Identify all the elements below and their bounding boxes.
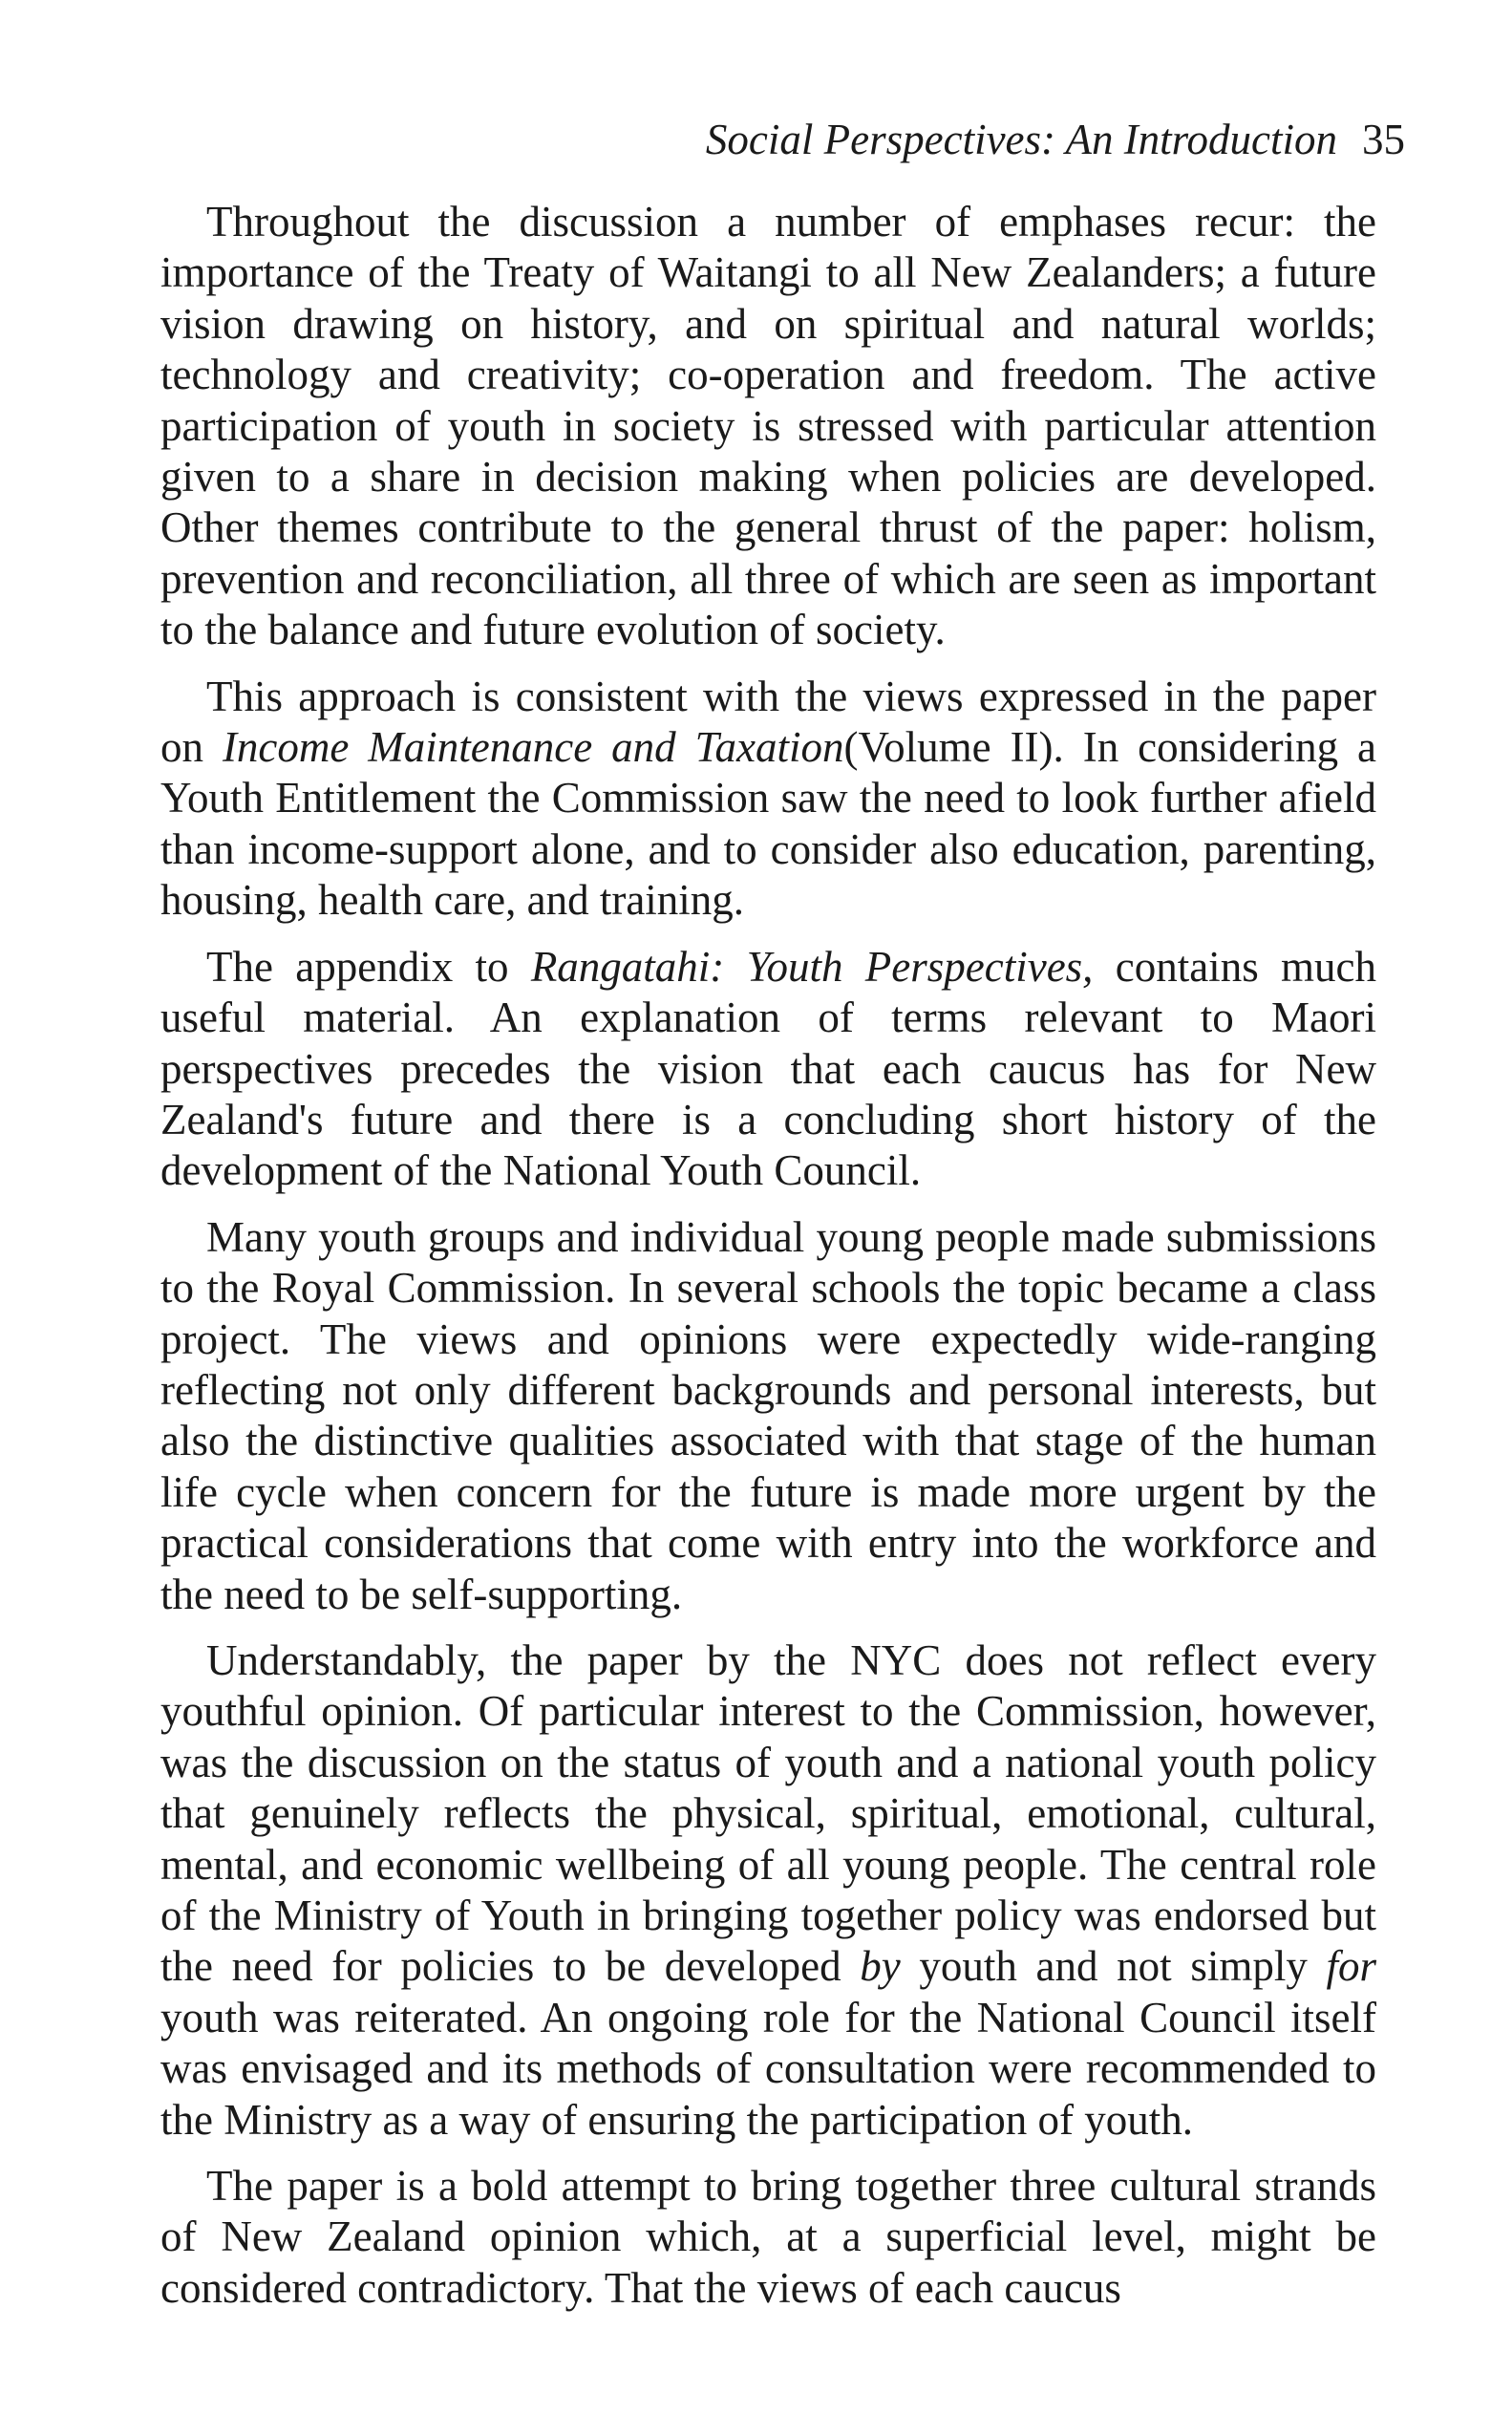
paragraph-4 [160,1212,1376,1620]
page-number: 35 [1362,116,1405,163]
paragraph-4-text: Many youth groups and individual young people made submissions to the Royal Commission. In several schools the topic became a class project. The views and opinions were expectedly wide-ranging reflecting not only different backgrounds and personal interests, but also the distinctive qualities associated with that stage of the human life cycle when concern for the future is made more urgent by the practical considerations that come with entry into the workforce and the need to be self-supporting. [160,1212,1376,1618]
paragraph-1-text: Throughout the discussion a number of emphases recur: the importance of the Treaty of Waitangi to all New Zealanders; a future vision drawing on history, and on spiritual and natural worlds; technology and creativity; co-operation and freedom. The active participation of youth in society is stressed with particular attention given to a share in decision making when policies are developed. Other themes contribute to the general thrust of the paper: holism, prevention and reconciliation, all three of which are seen as important to the balance and future evolution of society. [160,198,1376,654]
paragraph-1 [160,197,1376,656]
paragraph-2-title-italic: Income Maintenance and Taxation [222,723,844,772]
body-text [160,197,1376,2329]
paragraph-5-emphasis-for: for [1326,1942,1377,1991]
paragraph-5-text-middle: youth and not simply [900,1942,1327,1991]
paragraph-5-text-end: youth was reiterated. An ongoing role for the National Council itself was envisaged and its methods of consultation were recommended to the Ministry as a way of ensuring the participation of youth. [160,1993,1376,2144]
running-title: Social Perspectives: An Introduction [705,116,1337,163]
paragraph-2-text-start: This approach is consistent with the views expressed in the paper on [160,672,1376,772]
paragraph-3-text-start: The appendix to [206,942,531,991]
paragraph-3-title-italic: Rangatahi: Youth Perspectives, [530,942,1094,991]
paragraph-5-emphasis-by: by [860,1942,901,1991]
paragraph-5-text-start: Understandably, the paper by the NYC does not reflect every youthful opinion. Of particular interest to the Commission, however, was the discussion on the status of youth and a national youth policy that genuinely reflects the physical, spiritual, emotional, cultural, mental, and economic wellbeing of all young people. The central role of the Ministry of Youth in bringing together policy was endorsed but the need for policies to be developed [160,1635,1376,1991]
paragraph-6-text: The paper is a bold attempt to bring together three cultural strands of New Zealand opinion which, at a superficial level, might be considered contradictory. That the views of each caucus [160,2162,1376,2312]
paragraph-5 [160,1635,1376,2146]
running-header [706,113,1405,166]
paragraph-2 [160,672,1376,927]
paragraph-3-text-end: contains much useful material. An explanation of terms relevant to Maori perspectives precedes the vision that each caucus has for New Zealand's future and there is a concluding short history of the development of the National Youth Council. [160,942,1376,1195]
paragraph-2-text-end: (Volume II). In considering a Youth Entitlement the Commission saw the need to look further afield than income-support alone, and to consider also education, parenting, housing, health care, and training. [160,723,1376,925]
paragraph-6 [160,2161,1376,2314]
paragraph-3 [160,942,1376,1197]
